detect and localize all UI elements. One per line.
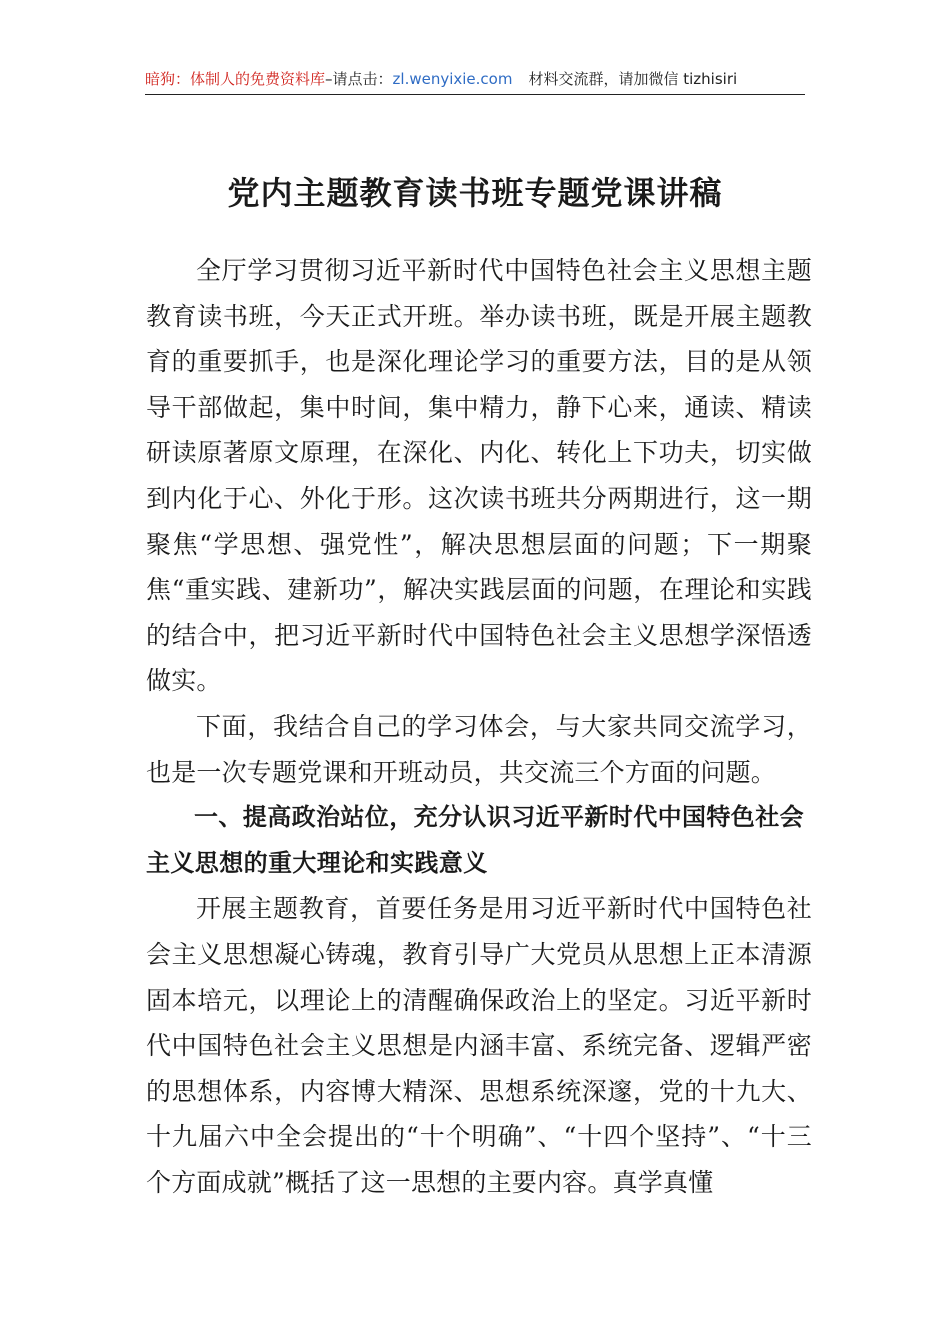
site-link[interactable]: zl.wenyixie.com bbox=[392, 70, 513, 88]
section-heading-1: 一、提高政治站位，充分认识习近平新时代中国特色社会主义思想的重大理论和实践意义 bbox=[146, 803, 804, 877]
page-header bbox=[145, 66, 805, 95]
paragraph-section-1: 开展主题教育，首要任务是用习近平新时代中国特色社会主义思想凝心铸魂，教育引导广大党员从思想上正本清源固本培元，以理论上的清醒确保政治上的坚定。习近平新时代中国特色社会主义思想是内涵丰富、系统完备、逻辑严密的思想体系，内容博大精深、思想系统深邃，党的十九大、十九届六中全会提出的“十个明确”、“十四个坚持”、“十三个方面成就”概括了这一思想的主要内容。真学真懂 bbox=[146, 894, 812, 1197]
document-body bbox=[146, 248, 812, 1205]
wechat-note: 材料交流群，请加微信 tizhisiri bbox=[528, 70, 738, 88]
paragraph-overview: 下面，我结合自己的学习体会，与大家共同交流学习，也是一次专题党课和开班动员，共交流三个方面的问题。 bbox=[146, 711, 812, 787]
document-title: 党内主题教育读书班专题党课讲稿 bbox=[227, 174, 723, 212]
site-name: 暗狗：体制人的免费资料库 bbox=[145, 70, 326, 88]
link-prefix: –请点击： bbox=[325, 70, 393, 88]
paragraph-intro: 全厅学习贯彻习近平新时代中国特色社会主义思想主题教育读书班，今天正式开班。举办读书班，既是开展主题教育的重要抓手，也是深化理论学习的重要方法，目的是从领导干部做起，集中时间，集中精力，静下心来，通读、精读研读原著原文原理，在深化、内化、转化上下功夫，切实做到内化于心、外化于形。这次读书班共分两期进行，这一期聚焦“学思想、强党性”，解决思想层面的问题；下一期聚焦“重实践、建新功”，解决实践层面的问题，在理论和实践的结合中，把习近平新时代中国特色社会主义思想学深悟透做实。 bbox=[146, 256, 812, 696]
